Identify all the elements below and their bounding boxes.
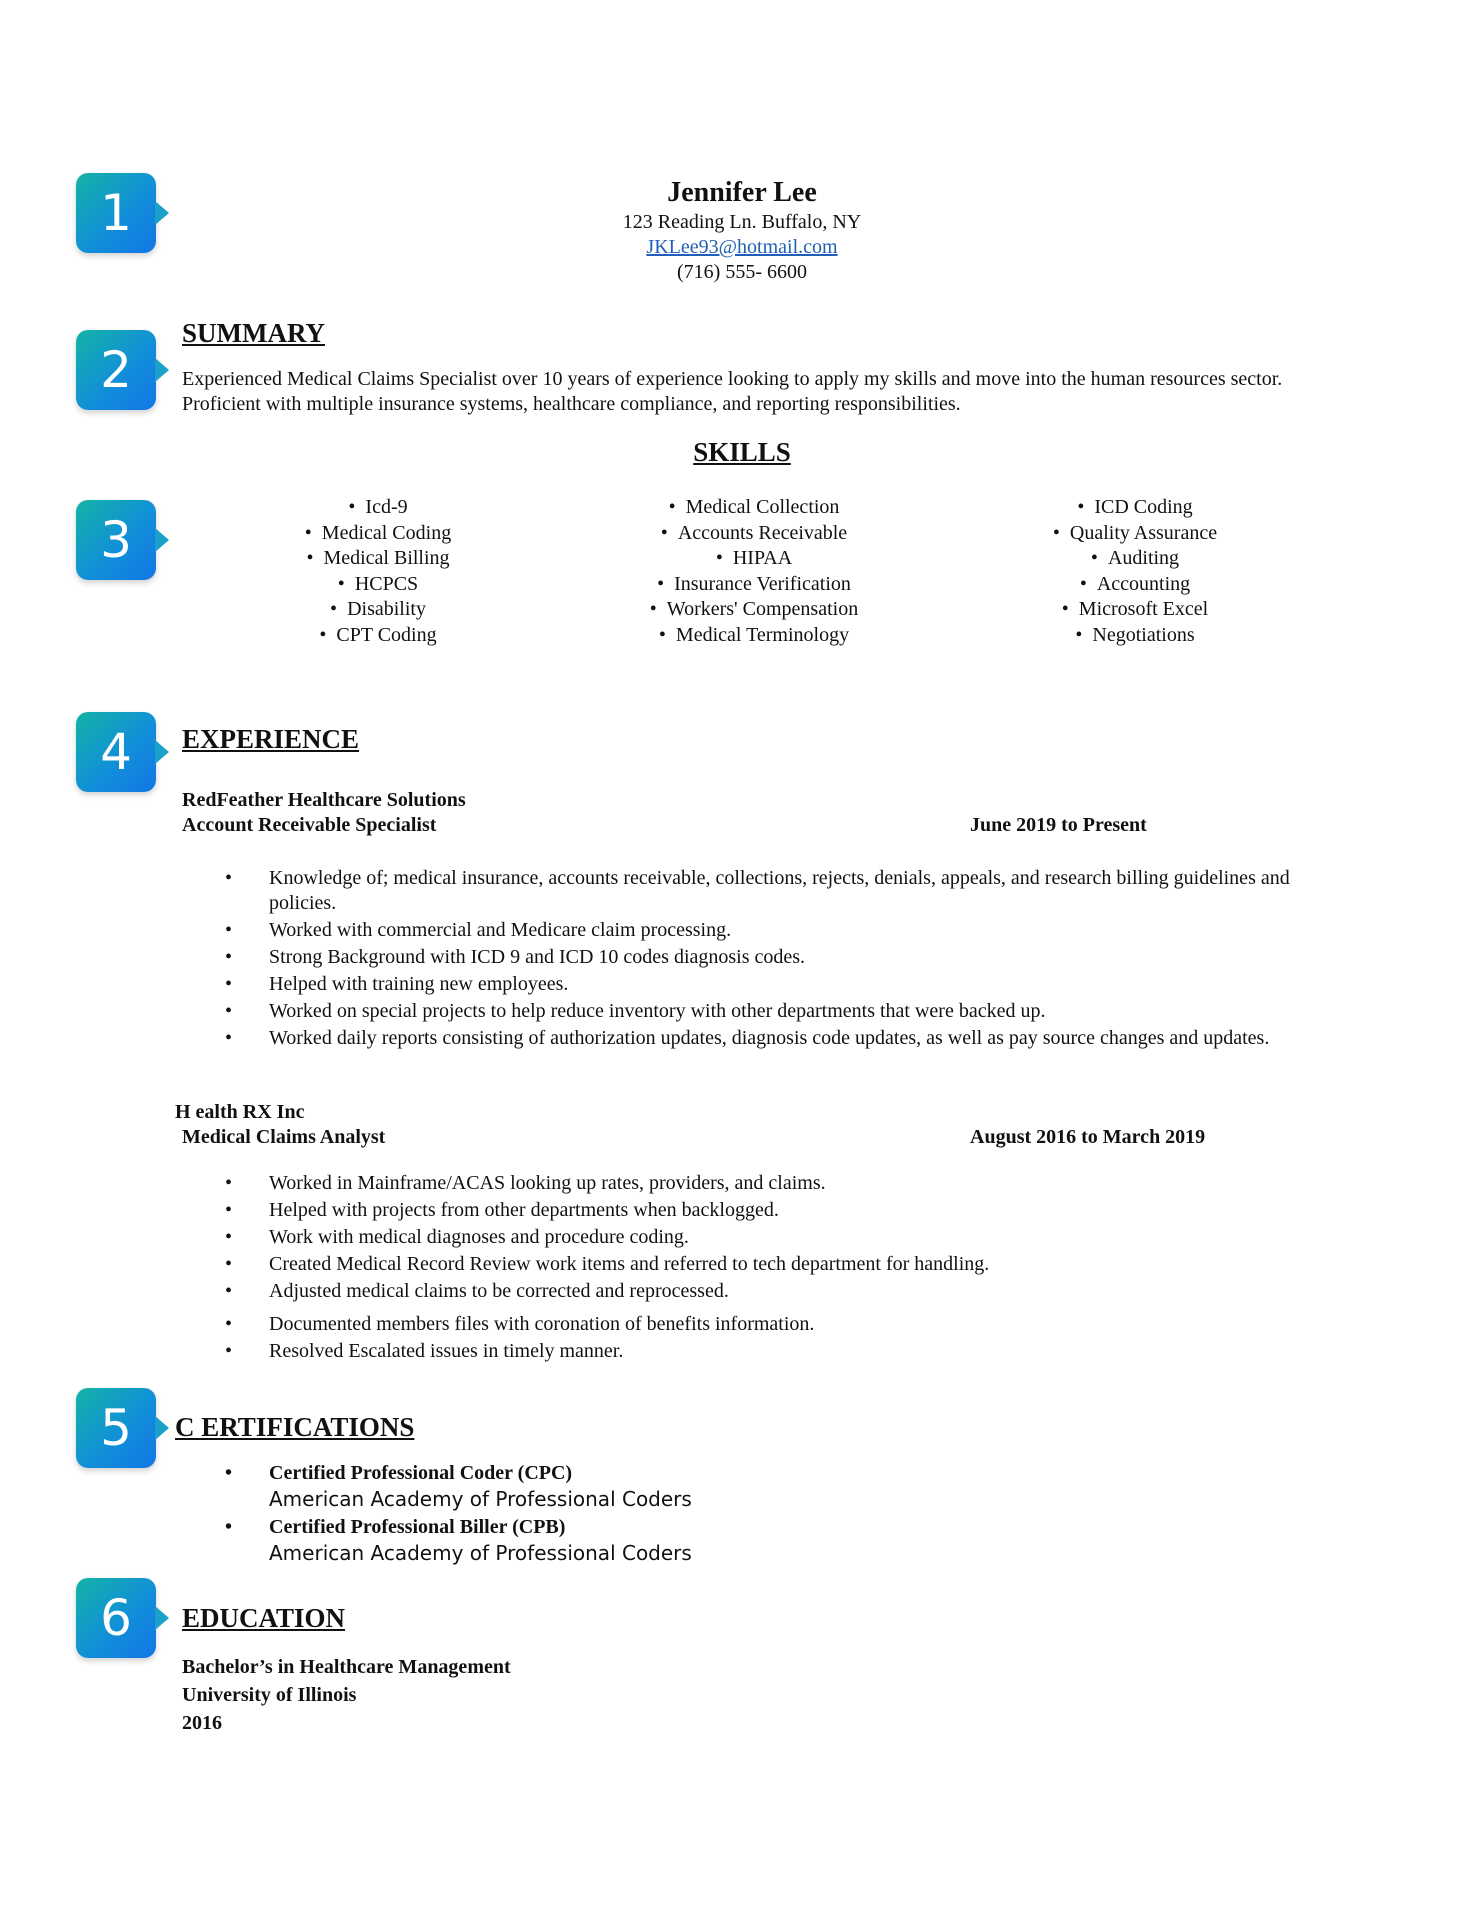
education-school: University of Illinois bbox=[182, 1684, 357, 1706]
candidate-name: Jennifer Lee bbox=[667, 177, 817, 208]
job-dates: August 2016 to March 2019 bbox=[970, 1126, 1206, 1148]
job-company: RedFeather Healthcare Solutions bbox=[182, 789, 466, 811]
skill-item: • ICD Coding bbox=[955, 495, 1315, 521]
skill-item: • Workers' Compensation bbox=[574, 597, 934, 623]
job-title: Medical Claims Analyst bbox=[182, 1126, 386, 1148]
skill-item: • Medical Billing bbox=[198, 546, 558, 572]
list-item: • Helped with projects from other departments when backlogged. bbox=[225, 1198, 1315, 1223]
certification-org-text: American Academy of Professional Coders bbox=[269, 1487, 692, 1511]
summary-text: Experienced Medical Claims Specialist over 10 years of experience looking to apply my skills and move into the human resources sector. Proficient with multiple insurance systems, healthcare compliance, and reporting responsibilities. bbox=[182, 368, 1283, 415]
experience-heading: EXPERIENCE bbox=[182, 724, 360, 754]
list-item: • Resolved Escalated issues in timely manner. bbox=[225, 1339, 1315, 1364]
job-bullets bbox=[225, 1171, 1315, 1364]
skill-item: • Medical Collection bbox=[574, 495, 934, 521]
section-badge-3 bbox=[76, 500, 156, 580]
badge-number: 5 bbox=[100, 1399, 132, 1457]
resume-header bbox=[0, 176, 1484, 285]
skill-item: • Insurance Verification bbox=[574, 572, 934, 598]
list-item: • Work with medical diagnoses and procedure coding. bbox=[225, 1225, 1315, 1250]
badge-number: 3 bbox=[100, 511, 132, 569]
badge-number: 6 bbox=[100, 1589, 132, 1647]
certification-name: • Certified Professional Biller (CPB) bbox=[225, 1514, 1315, 1541]
section-badge-6 bbox=[76, 1578, 156, 1658]
certification-org bbox=[225, 1541, 1315, 1566]
badge-number: 4 bbox=[100, 723, 132, 781]
skills-column-1 bbox=[198, 495, 558, 648]
skill-item: • HIPAA bbox=[574, 546, 934, 572]
section-badge-4 bbox=[76, 712, 156, 792]
email-link[interactable]: JKLee93@hotmail.com bbox=[646, 236, 838, 258]
skill-item: • Negotiations bbox=[955, 623, 1315, 649]
list-item: • Worked on special projects to help reduce inventory with other departments that were backed up. bbox=[225, 999, 1315, 1024]
badge-number: 1 bbox=[100, 184, 132, 242]
skill-item: • Medical Coding bbox=[198, 521, 558, 547]
skill-item: • Microsoft Excel bbox=[955, 597, 1315, 623]
list-item: • Worked in Mainframe/ACAS looking up rates, providers, and claims. bbox=[225, 1171, 1315, 1196]
list-item: • Worked daily reports consisting of authorization updates, diagnosis code updates, as well as pay source changes and updates. bbox=[225, 1026, 1315, 1051]
list-item: • Documented members files with coronation of benefits information. bbox=[225, 1312, 1315, 1337]
list-item: • Worked with commercial and Medicare claim processing. bbox=[225, 918, 1315, 943]
skill-item: • HCPCS bbox=[198, 572, 558, 598]
skill-item: • Medical Terminology bbox=[574, 623, 934, 649]
skill-item: • Disability bbox=[198, 597, 558, 623]
skills-column-3 bbox=[955, 495, 1315, 648]
list-item: • Knowledge of; medical insurance, accounts receivable, collections, rejects, denials, appeals, and research billing guidelines and policies. bbox=[225, 866, 1315, 916]
badge-number: 2 bbox=[100, 341, 132, 399]
job-bullets bbox=[225, 866, 1315, 1051]
job-company: H ealth RX Inc bbox=[175, 1101, 305, 1123]
skill-item: • Accounts Receivable bbox=[574, 521, 934, 547]
section-badge-5 bbox=[76, 1388, 156, 1468]
skill-item: • CPT Coding bbox=[198, 623, 558, 649]
certification-org bbox=[225, 1487, 1315, 1512]
certification-list bbox=[225, 1460, 1315, 1566]
certifications-heading: C ERTIFICATIONS bbox=[175, 1412, 415, 1442]
job-title: Account Receivable Specialist bbox=[182, 814, 437, 836]
summary-heading: SUMMARY bbox=[182, 318, 326, 348]
list-item: • Strong Background with ICD 9 and ICD 10 codes diagnosis codes. bbox=[225, 945, 1315, 970]
phone: (716) 555- 6600 bbox=[677, 261, 807, 283]
skills-column-2 bbox=[574, 495, 934, 648]
certification-name: • Certified Professional Coder (CPC) bbox=[225, 1460, 1315, 1487]
education-heading: EDUCATION bbox=[182, 1603, 346, 1633]
list-item: • Adjusted medical claims to be corrected and reprocessed. bbox=[225, 1279, 1315, 1304]
skills-heading: SKILLS bbox=[693, 437, 791, 467]
list-item: • Helped with training new employees. bbox=[225, 972, 1315, 997]
skill-item: • Auditing bbox=[955, 546, 1315, 572]
education-degree: Bachelor’s in Healthcare Management bbox=[182, 1656, 511, 1678]
job-dates: June 2019 to Present bbox=[970, 814, 1147, 836]
education-year: 2016 bbox=[182, 1712, 222, 1734]
skill-item: • Quality Assurance bbox=[955, 521, 1315, 547]
certification-org-text: American Academy of Professional Coders bbox=[269, 1541, 692, 1565]
list-item: • Created Medical Record Review work items and referred to tech department for handling. bbox=[225, 1252, 1315, 1277]
skill-item: • Accounting bbox=[955, 572, 1315, 598]
address: 123 Reading Ln. Buffalo, NY bbox=[622, 211, 862, 233]
education-details bbox=[182, 1653, 511, 1737]
skill-item: • Icd-9 bbox=[198, 495, 558, 521]
section-badge-2 bbox=[76, 330, 156, 410]
